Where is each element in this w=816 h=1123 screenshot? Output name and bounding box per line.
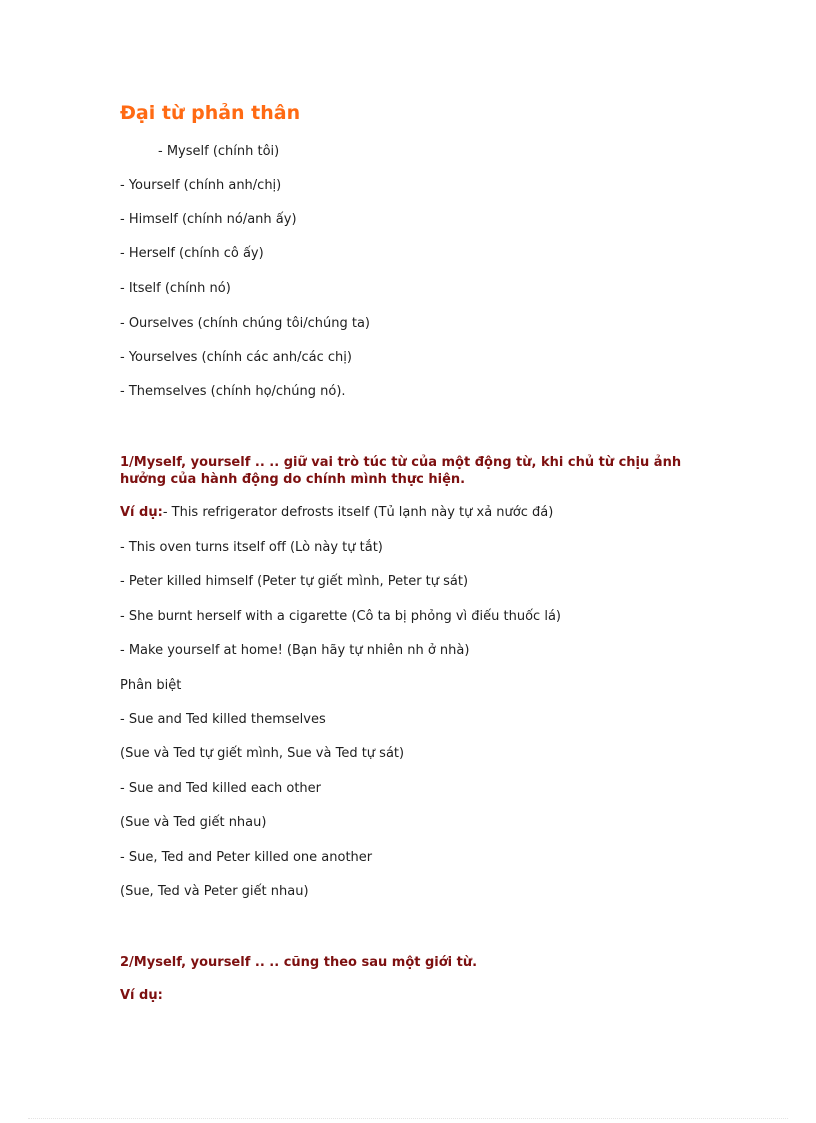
distinguish-item: (Sue, Ted và Peter giết nhau) (120, 884, 309, 899)
example-text: - This refrigerator defrosts itself (Tủ lạnh này tự xả nước đá) (162, 505, 554, 520)
page-bottom-rule (28, 1118, 788, 1119)
example-item: - Make yourself at home! (Bạn hãy tự nhiên nh ở nhà) (120, 643, 470, 658)
distinguish-item: (Sue và Ted giết nhau) (120, 815, 267, 830)
section-2-heading: 2/Myself, yourself .. .. cũng theo sau một giới từ. (120, 955, 478, 970)
pronoun-item: - Yourselves (chính các anh/các chị) (120, 350, 352, 365)
distinguish-item: (Sue và Ted tự giết mình, Sue và Ted tự sát) (120, 746, 405, 761)
pronoun-item: - Ourselves (chính chúng tôi/chúng ta) (120, 316, 370, 331)
example-item: - Peter killed himself (Peter tự giết mình, Peter tự sát) (120, 574, 469, 589)
example-item: - She burnt herself with a cigarette (Cô ta bị phỏng vì điếu thuốc lá) (120, 609, 561, 624)
example-label: Ví dụ: (120, 505, 163, 520)
example-label: Ví dụ: (120, 988, 163, 1003)
distinguish-label: Phân biệt (120, 678, 182, 693)
section-1-heading: 1/Myself, yourself .. .. giữ vai trò túc từ của một động từ, khi chủ từ chịu ảnh hưởng của hành động do chính mình thực hiện. (120, 455, 682, 487)
pronoun-item: - Themselves (chính họ/chúng nó). (120, 384, 346, 399)
example-item: - This oven turns itself off (Lò này tự tắt) (120, 540, 383, 555)
example-row (120, 505, 553, 521)
pronoun-item: - Herself (chính cô ấy) (120, 246, 264, 261)
pronoun-item: - Itself (chính nó) (120, 281, 231, 296)
pronoun-item: - Himself (chính nó/anh ấy) (120, 212, 297, 227)
distinguish-item: - Sue and Ted killed themselves (120, 712, 326, 727)
distinguish-item: - Sue, Ted and Peter killed one another (120, 850, 373, 865)
distinguish-item: - Sue and Ted killed each other (120, 781, 322, 796)
pronoun-item: - Yourself (chính anh/chị) (120, 178, 282, 193)
page-title: Đại từ phản thân (120, 102, 301, 124)
pronoun-item: - Myself (chính tôi) (158, 144, 280, 159)
